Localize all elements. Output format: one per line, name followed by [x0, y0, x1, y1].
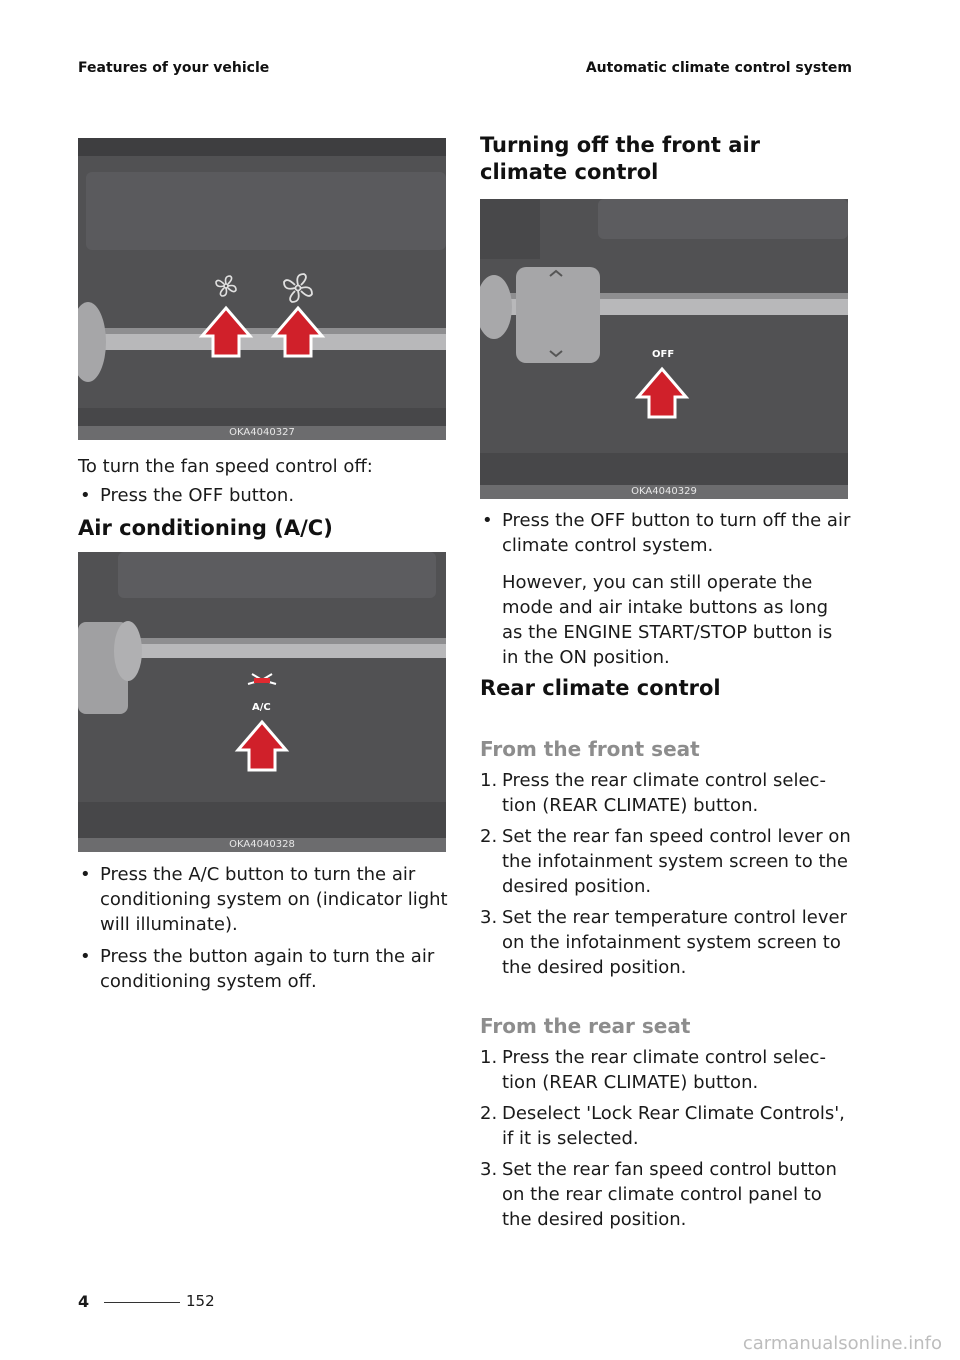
- section-heading-rear: Rear climate control: [480, 676, 721, 700]
- figure-fan-speed: [78, 138, 446, 440]
- rear-seat-steps: [480, 1045, 852, 1232]
- figure-ac-button: [78, 552, 446, 852]
- off-note: However, you can still operate the mode and air intake buttons as long as the ENGINE START/STOP button is in the ON position.: [502, 572, 833, 668]
- off-bullet-list: [480, 508, 852, 558]
- figure-caption: OKA4040328: [78, 838, 446, 852]
- figure-caption: OKA4040329: [480, 485, 848, 499]
- left-column-fan-text: [78, 454, 448, 508]
- list-item: • Press the OFF button to turn off the air climate control system.: [482, 510, 851, 556]
- fan-intro: To turn the fan speed control off:: [78, 456, 373, 477]
- page-number: 152: [186, 1292, 215, 1310]
- running-header-right: Automatic climate control system: [585, 60, 852, 76]
- right-column-off-text: [480, 508, 852, 670]
- watermark: carmanualsonline.info: [742, 1333, 942, 1354]
- list-item: 3. Set the rear fan speed control button on the rear climate control panel to the desired position.: [480, 1159, 837, 1230]
- list-item: • Press the A/C button to turn the air conditioning system on (indicator light will illuminate).: [80, 864, 448, 935]
- list-item: 2. Deselect 'Lock Rear Climate Controls', if it is selected.: [480, 1103, 845, 1149]
- section-heading-off: Turning off the front air climate control: [480, 133, 761, 184]
- list-item: 1. Press the rear climate control selec-tion (REAR CLIMATE) button.: [480, 1047, 826, 1093]
- off-button-label: OFF: [652, 349, 675, 360]
- list-item: 3. Set the rear temperature control lever on the infotainment system screen to the desired position.: [480, 907, 847, 978]
- subheading-front-seat: From the front seat: [480, 737, 700, 761]
- left-column-ac-text: [78, 862, 448, 994]
- list-item: 1. Press the rear climate control selec-tion (REAR CLIMATE) button.: [480, 770, 826, 816]
- running-header-left: Features of your vehicle: [78, 60, 270, 76]
- ac-bullet-list: [78, 862, 448, 994]
- figure-off-button: [480, 199, 848, 499]
- fan-panel-illustration: [78, 138, 446, 440]
- figure-caption: OKA4040327: [78, 426, 446, 440]
- section-heading-ac: Air conditioning (A/C): [78, 516, 333, 540]
- list-item: • Press the OFF button.: [80, 485, 295, 506]
- ac-button-label: A/C: [252, 702, 271, 713]
- footer-rule: [104, 1302, 180, 1303]
- section-number: 4: [78, 1292, 90, 1311]
- fan-bullet-list: [78, 483, 448, 508]
- list-item: 2. Set the rear fan speed control lever on the infotainment system screen to the desired position.: [480, 826, 851, 897]
- list-item: • Press the button again to turn the air conditioning system off.: [80, 946, 435, 992]
- front-seat-steps: [480, 768, 852, 980]
- subheading-rear-seat: From the rear seat: [480, 1014, 691, 1038]
